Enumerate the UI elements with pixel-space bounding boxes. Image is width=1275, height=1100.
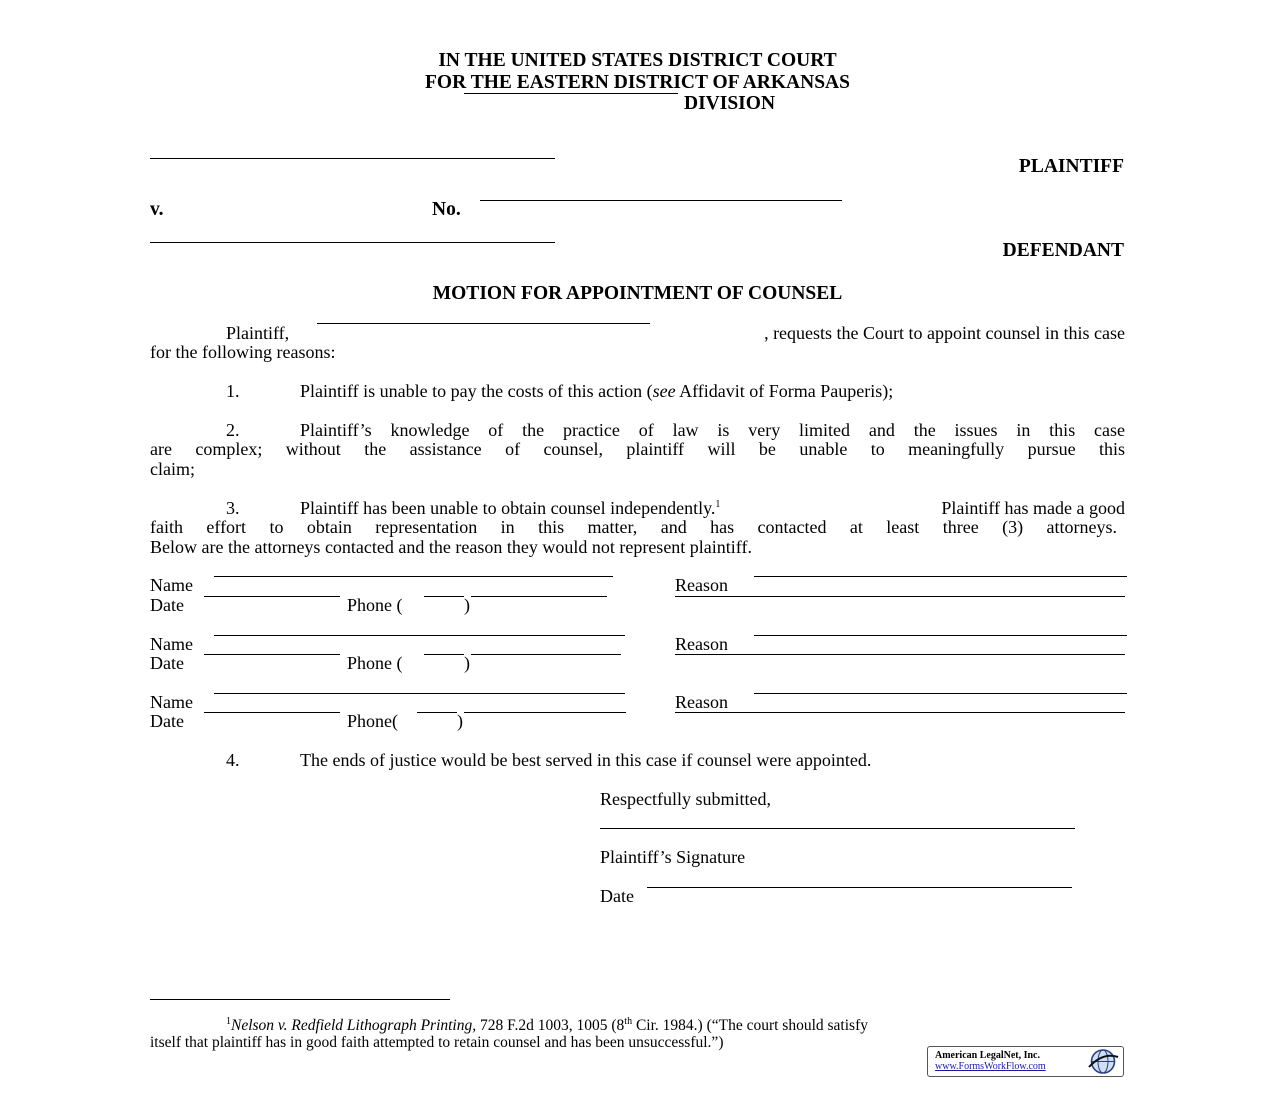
footnote-line1 xyxy=(226,1017,868,1034)
attorney-2-phone-label: Phone ( xyxy=(347,653,403,673)
reason-2-line2: are complex; without the assistance of counsel, plaintiff will be unable to meaningfully pursue this xyxy=(150,439,1125,459)
signature-date-blank[interactable] xyxy=(647,887,1072,888)
attorney-1-reason-blank[interactable] xyxy=(754,576,1127,577)
court-name-line1: IN THE UNITED STATES DISTRICT COURT xyxy=(438,50,837,71)
signature-label: Plaintiff’s Signature xyxy=(600,847,746,867)
reason-3-text-a: Plaintiff has been unable to obtain counsel independently. xyxy=(300,498,716,518)
attorney-1-reason-label: Reason xyxy=(675,575,728,595)
attorney-2-area-code-blank[interactable] xyxy=(424,654,464,655)
footnote-line2: itself that plaintiff has in good faith attempted to retain counsel and has been unsuccessful.”) xyxy=(150,1034,724,1051)
attorney-1-phone-blank[interactable] xyxy=(471,596,607,597)
reason-3-line3: Below are the attorneys contacted and the reason they would not represent plaintiff. xyxy=(150,537,752,557)
attorney-2-reason-blank[interactable] xyxy=(754,635,1127,636)
attorney-2-reason-blank-2[interactable] xyxy=(675,654,1125,655)
footnote-case-name: Nelson v. Redfield Lithograph Printing, xyxy=(231,1017,477,1034)
court-name-line2: FOR THE EASTERN DISTRICT OF ARKANSAS xyxy=(425,72,850,93)
attorney-1-date-blank[interactable] xyxy=(204,596,340,597)
attorney-3-reason-blank[interactable] xyxy=(754,693,1127,694)
plaintiff-name-blank[interactable] xyxy=(150,158,555,159)
footnote-number: 1 xyxy=(226,1015,231,1027)
attorney-2-name-label: Name xyxy=(150,634,193,654)
division-blank[interactable] xyxy=(464,93,678,94)
attorney-3-reason-label: Reason xyxy=(675,692,728,712)
division-label: DIVISION xyxy=(684,93,776,114)
attorney-1-name-label: Name xyxy=(150,575,193,595)
intro-request: , requests the Court to appoint counsel in this case xyxy=(764,323,1125,343)
case-number-label: No. xyxy=(432,199,461,220)
badge-company: American LegalNet, Inc. xyxy=(935,1050,1040,1061)
signature-blank[interactable] xyxy=(600,828,1075,829)
reason-4-text: The ends of justice would be best served in this case if counsel were appointed. xyxy=(300,750,872,770)
attorney-3-name-blank[interactable] xyxy=(214,693,625,694)
attorney-1-phone-label: Phone ( xyxy=(347,595,403,615)
attorney-3-area-code-blank[interactable] xyxy=(417,712,457,713)
reason-3-text-b: Plaintiff has made a good xyxy=(941,498,1125,518)
footnote-reference: 1 xyxy=(715,499,721,510)
reason-2-line3: claim; xyxy=(150,459,195,479)
reason-1-text-a: Plaintiff is unable to pay the costs of this action ( xyxy=(300,381,653,401)
defendant-label: DEFENDANT xyxy=(1002,240,1124,261)
plaintiff-label: PLAINTIFF xyxy=(1018,156,1124,177)
attorney-3-date-blank[interactable] xyxy=(204,712,340,713)
badge-url-link[interactable]: www.FormsWorkFlow.com xyxy=(935,1061,1046,1072)
signature-date-label: Date xyxy=(600,886,634,906)
attorney-1-name-blank[interactable] xyxy=(214,576,613,577)
reason-2-line1: Plaintiff’s knowledge of the practice of law is very limited and the issues in this case xyxy=(300,420,1125,440)
attorney-3-phone-label: Phone( xyxy=(347,711,398,731)
attorney-2-reason-label: Reason xyxy=(675,634,728,654)
reason-1-number: 1. xyxy=(226,381,240,401)
footnote-citation-b: Cir. 1984.) (“The court should satisfy xyxy=(632,1017,868,1034)
versus-label: v. xyxy=(150,199,164,220)
document-title: MOTION FOR APPOINTMENT OF COUNSEL xyxy=(432,283,843,304)
footnote-separator xyxy=(150,999,450,1000)
reason-4-number: 4. xyxy=(226,750,240,770)
reason-1-text xyxy=(300,381,893,401)
attorney-2-date-label: Date xyxy=(150,653,184,673)
attorney-3-phone-blank[interactable] xyxy=(464,712,626,713)
reason-3-number: 3. xyxy=(226,498,240,518)
attorney-2-phone-close: ) xyxy=(464,653,470,673)
attorney-2-date-blank[interactable] xyxy=(204,654,340,655)
intro-plaintiff-name-blank[interactable] xyxy=(317,323,650,324)
reason-1-text-b: Affidavit of Forma Pauperis); xyxy=(675,381,894,401)
reason-2-number: 2. xyxy=(226,420,240,440)
attorney-1-phone-close: ) xyxy=(464,595,470,615)
attorney-3-phone-close: ) xyxy=(457,711,463,731)
reason-3-line1 xyxy=(300,498,1125,518)
attorney-1-date-label: Date xyxy=(150,595,184,615)
case-number-blank[interactable] xyxy=(480,200,842,201)
footnote-citation-sup: th xyxy=(624,1015,633,1027)
reason-1-see: see xyxy=(652,381,676,401)
attorney-2-name-blank[interactable] xyxy=(214,635,625,636)
american-legalnet-badge[interactable] xyxy=(927,1046,1124,1077)
intro-plaintiff: Plaintiff, xyxy=(226,323,290,343)
intro-reasons: for the following reasons: xyxy=(150,342,336,362)
attorney-3-reason-blank-2[interactable] xyxy=(675,712,1125,713)
reason-3-line2: faith effort to obtain representation in this matter, and has contacted at least three (3) attorneys. xyxy=(150,517,1117,537)
attorney-1-reason-blank-2[interactable] xyxy=(675,596,1125,597)
attorney-3-name-label: Name xyxy=(150,692,193,712)
defendant-name-blank[interactable] xyxy=(150,242,555,243)
closing-text: Respectfully submitted, xyxy=(600,789,771,809)
attorney-1-area-code-blank[interactable] xyxy=(424,596,464,597)
attorney-3-date-label: Date xyxy=(150,711,184,731)
globe-logo-icon xyxy=(1085,1048,1121,1075)
footnote-citation-a: 728 F.2d 1003, 1005 (8 xyxy=(476,1017,625,1034)
attorney-2-phone-blank[interactable] xyxy=(471,654,621,655)
